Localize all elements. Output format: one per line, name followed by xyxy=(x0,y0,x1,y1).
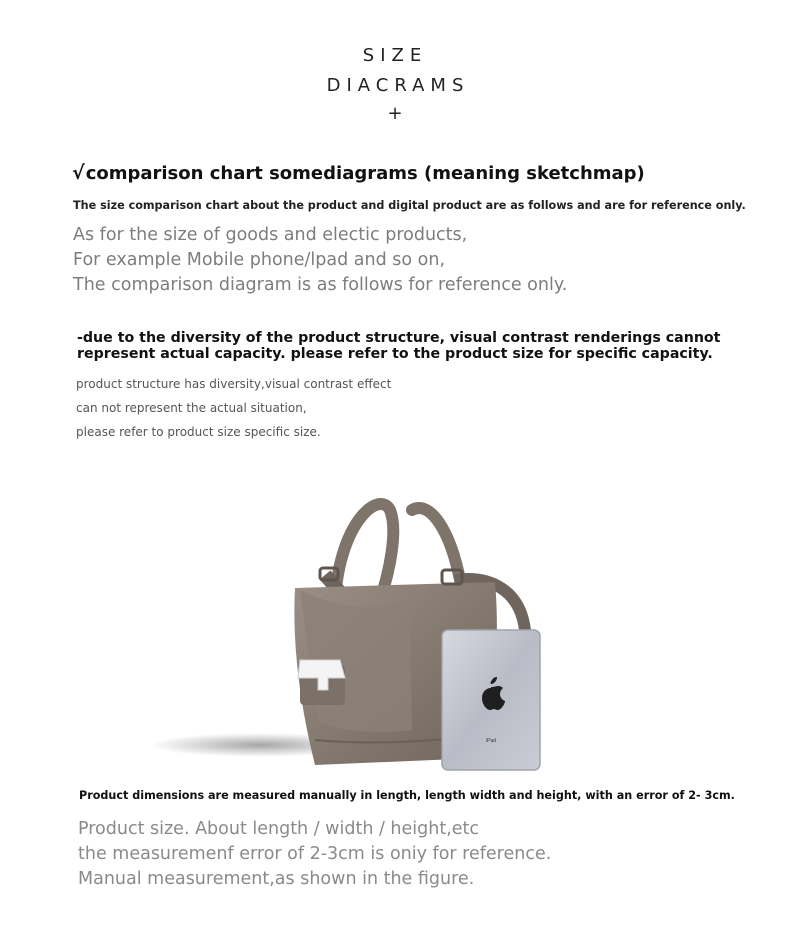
para1-line: For example Mobile phone/lpad and so on, xyxy=(73,250,446,270)
title-size: SIZE xyxy=(362,45,428,66)
para1-line: As for the size of goods and electic products, xyxy=(73,225,468,245)
intro-note: The size comparison chart about the product and digital product are as follows and are for reference only. xyxy=(73,199,746,212)
bottom-line: Manual measurement,as shown in the figure. xyxy=(78,869,475,889)
small-note-line: can not represent the actual situation, xyxy=(76,401,307,415)
plus-icon: + xyxy=(387,103,403,124)
title-diagrams: DIACRAMS xyxy=(326,75,470,96)
para1-line: The comparison diagram is as follows for reference only. xyxy=(73,275,568,295)
check-icon: √ xyxy=(72,162,85,184)
bag-ipad-comparison-illustration xyxy=(150,490,570,780)
main-heading-text: comparison chart somediagrams (meaning sketchmap) xyxy=(85,163,645,184)
bottom-line: Product size. About length / width / height,etc xyxy=(78,819,480,839)
main-heading xyxy=(72,162,645,184)
small-note-line: product structure has diversity,visual contrast effect xyxy=(76,377,392,391)
ipad-label: iPad xyxy=(486,738,497,744)
diversity-note-line: represent actual capacity. please refer to the product size for specific capacity. xyxy=(77,346,713,362)
bottom-line: the measuremenf error of 2-3cm is oniy for reference. xyxy=(78,844,552,864)
small-note-line: please refer to product size specific size. xyxy=(76,425,321,439)
measure-note: Product dimensions are measured manually in length, length width and height, with an error of 2- 3cm. xyxy=(79,789,735,802)
diversity-note-line: -due to the diversity of the product structure, visual contrast renderings cannot xyxy=(77,330,721,346)
